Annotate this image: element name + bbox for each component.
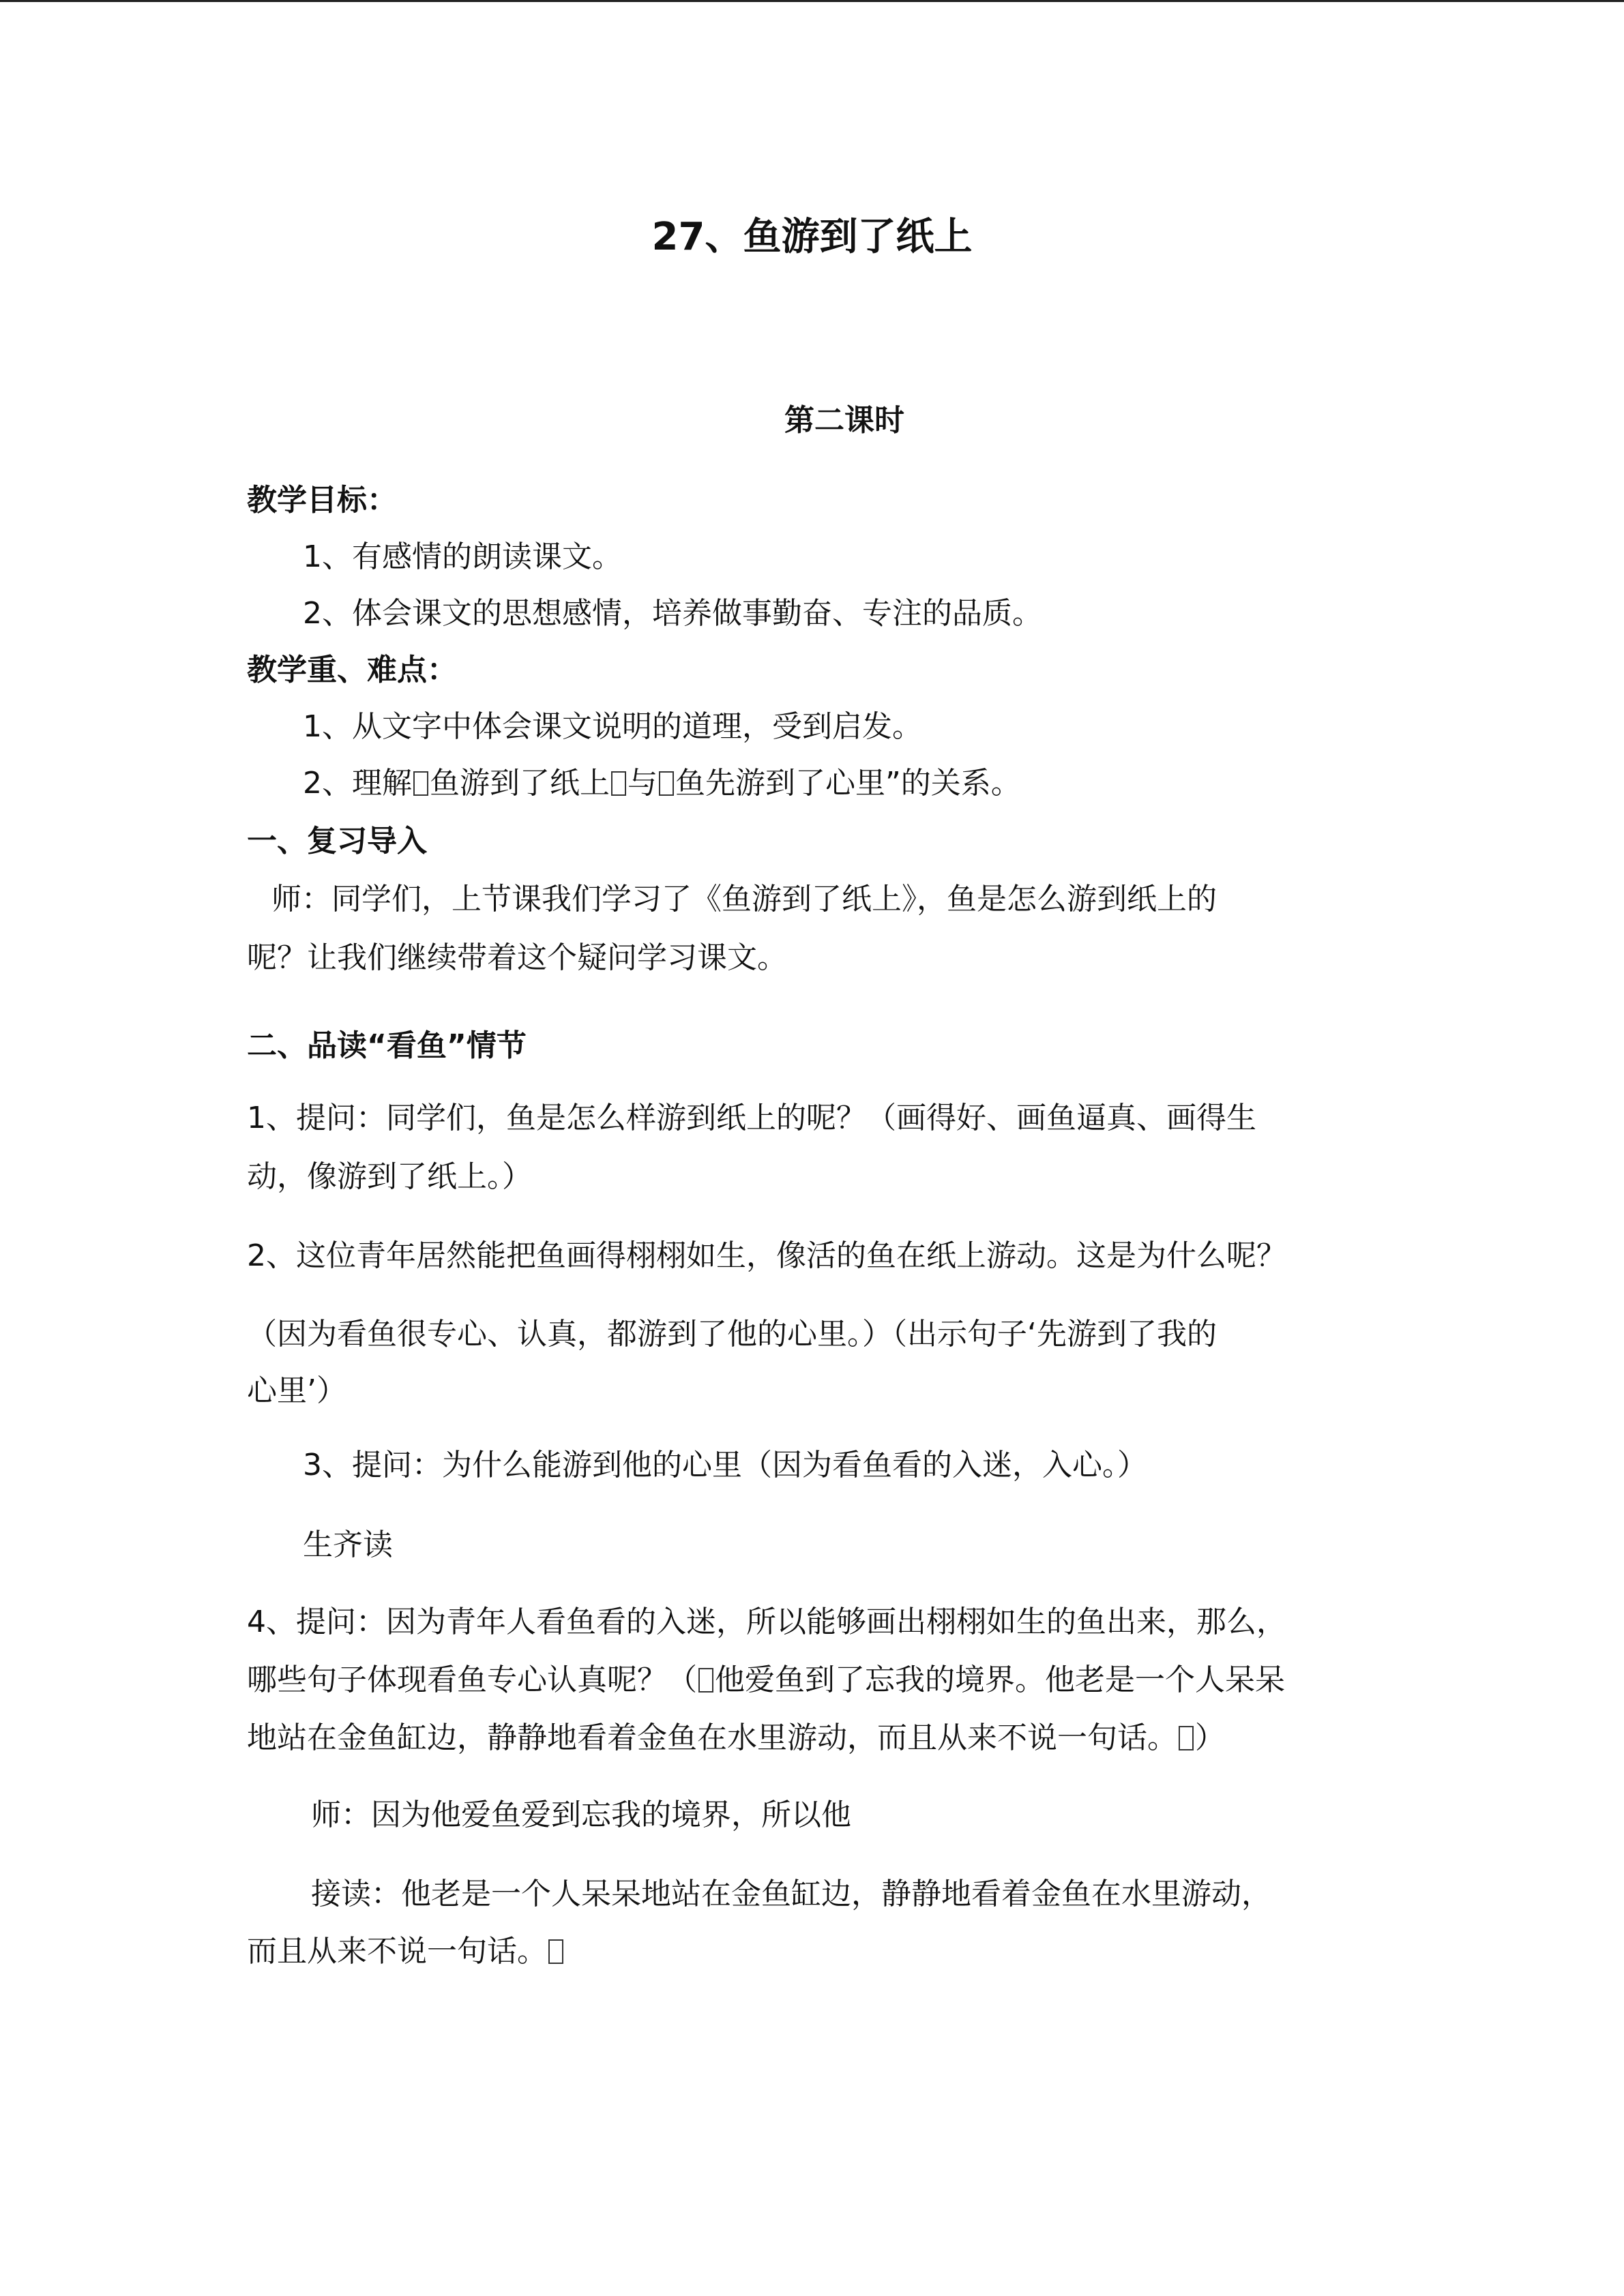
question-4-line-3-quote: 地站在金鱼缸边，静静地看着金鱼在水里游动，而且从来不说一句话。 bbox=[247, 1720, 1177, 1755]
follow-reading-line-2-text: 而且从来不说一句话。 bbox=[247, 1934, 547, 1969]
key-point-2-quote-2: 鱼先游到了心里”的关系。 bbox=[675, 766, 1021, 801]
goals-heading: 教学目标： bbox=[247, 483, 397, 518]
follow-reading-line-1: 接读：他老是一个人呆呆地站在金鱼缸边，静静地看着金鱼在水里游动， bbox=[311, 1877, 1271, 1911]
question-4-line-3-end: ） bbox=[1195, 1720, 1225, 1755]
missing-glyph-box bbox=[611, 771, 626, 796]
key-point-2 bbox=[303, 762, 1021, 805]
question-3: 3、提问：为什么能游到他的心里（因为看鱼看的入迷，入心。） bbox=[303, 1448, 1147, 1482]
key-point-2-prefix: 2、理解 bbox=[303, 766, 412, 801]
key-point-2-quote-1: 鱼游到了纸上 bbox=[430, 766, 610, 801]
missing-glyph-box bbox=[698, 1668, 713, 1693]
goal-2: 2、体会课文的思想感情，培养做事勤奋、专注的品质。 bbox=[303, 596, 1042, 631]
question-4-line-2-start: 哪些句子体现看鱼专心认真呢？（ bbox=[247, 1663, 697, 1697]
question-4-line-2 bbox=[247, 1658, 1285, 1702]
teacher-line: 师：因为他爱鱼爱到忘我的境界，所以他 bbox=[311, 1798, 851, 1832]
missing-glyph-box bbox=[413, 771, 428, 796]
question-1-line-1: 1、提问：同学们，鱼是怎么样游到纸上的呢？（画得好、画鱼逼真、画得生 bbox=[247, 1101, 1256, 1135]
goal-1: 1、有感情的朗读课文。 bbox=[303, 539, 622, 574]
lesson-subtitle: 第二课时 bbox=[784, 403, 904, 438]
section-2-heading: 二、品读“看鱼”情节 bbox=[247, 1028, 527, 1063]
section-1-heading: 一、复习导入 bbox=[247, 824, 427, 859]
lesson-title: 27、鱼游到了纸上 bbox=[651, 215, 973, 259]
question-2-line-3: 心里’） bbox=[247, 1373, 346, 1408]
key-point-2-and: 与 bbox=[628, 766, 658, 801]
section-1-paragraph-line-1: 师：同学们，上节课我们学习了《鱼游到了纸上》，鱼是怎么游到纸上的 bbox=[271, 882, 1217, 916]
question-4-line-3 bbox=[247, 1716, 1225, 1760]
follow-reading-line-2 bbox=[247, 1930, 565, 1973]
question-2-line-1: 2、这位青年居然能把鱼画得栩栩如生，像活的鱼在纸上游动。这是为什么呢？ bbox=[247, 1238, 1286, 1273]
missing-glyph-box bbox=[659, 771, 674, 796]
key-points-heading: 教学重、难点： bbox=[247, 653, 457, 687]
question-2-line-2: （因为看鱼很专心、认真，都游到了他的心里。）（出示句子‘先游到了我的 bbox=[247, 1317, 1217, 1352]
question-1-line-2: 动，像游到了纸上。） bbox=[247, 1159, 532, 1194]
question-4-line-2-quote: 他爱鱼到了忘我的境界。他老是一个人呆呆 bbox=[715, 1663, 1285, 1697]
question-3-follow: 生齐读 bbox=[303, 1527, 393, 1562]
section-1-paragraph-line-2: 呢？让我们继续带着这个疑问学习课文。 bbox=[247, 940, 787, 975]
question-4-line-1: 4、提问：因为青年人看鱼看的入迷，所以能够画出栩栩如生的鱼出来，那么， bbox=[247, 1605, 1286, 1639]
key-point-1: 1、从文字中体会课文说明的道理，受到启发。 bbox=[303, 709, 922, 744]
missing-glyph-box bbox=[548, 1939, 563, 1964]
missing-glyph-box bbox=[1179, 1726, 1194, 1750]
